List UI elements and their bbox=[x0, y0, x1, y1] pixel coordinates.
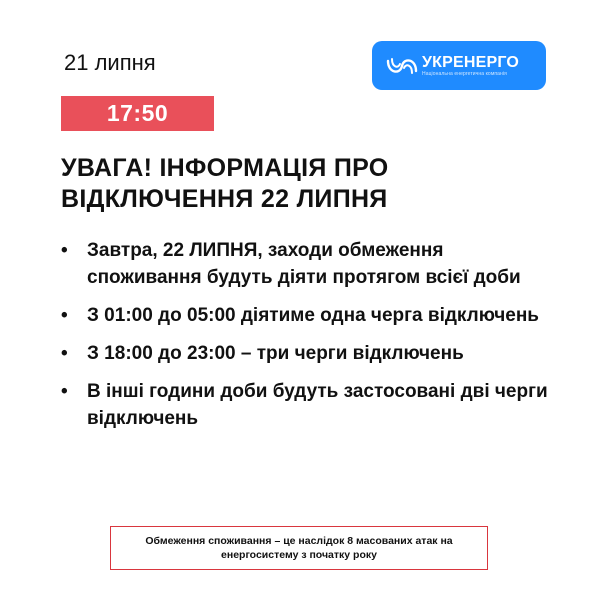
list-item-text: Завтра, 22 ЛИПНЯ, заходи обмеження споживання будуть діяти протягом всієї доби bbox=[87, 240, 521, 288]
logo-name: УКРЕНЕРГО bbox=[422, 54, 520, 71]
ukrenergo-logo-icon bbox=[384, 53, 420, 79]
list-item bbox=[61, 378, 551, 432]
footnote-text: Обмеження споживання – це наслідок 8 масованих атак на енергосистему з початку року bbox=[145, 535, 453, 561]
time-label: 17:50 bbox=[106, 100, 169, 126]
list-item bbox=[61, 237, 551, 291]
footnote-box bbox=[110, 526, 488, 570]
bullet-icon: • bbox=[61, 240, 68, 261]
page-title: УВАГА! ІНФОРМАЦІЯ ПРО ВІДКЛЮЧЕННЯ 22 ЛИПНЯ bbox=[61, 154, 389, 213]
bullet-icon: • bbox=[61, 343, 68, 364]
list-item-text: З 18:00 до 23:00 – три черги відключень bbox=[87, 343, 464, 364]
post-date: 21 липня bbox=[64, 50, 156, 75]
list-item-text: В інші години доби будуть застосовані дві черги відключень bbox=[87, 381, 548, 429]
bullet-icon: • bbox=[61, 305, 68, 326]
list-item bbox=[61, 302, 551, 329]
ukrenergo-logo bbox=[372, 41, 546, 90]
list-item-text: З 01:00 до 05:00 діятиме одна черга відключень bbox=[87, 305, 539, 326]
logo-tagline: Національна енергетична компанія bbox=[422, 71, 507, 77]
info-list bbox=[61, 237, 551, 443]
bullet-icon: • bbox=[61, 381, 68, 402]
time-badge bbox=[61, 96, 214, 131]
list-item bbox=[61, 340, 551, 367]
